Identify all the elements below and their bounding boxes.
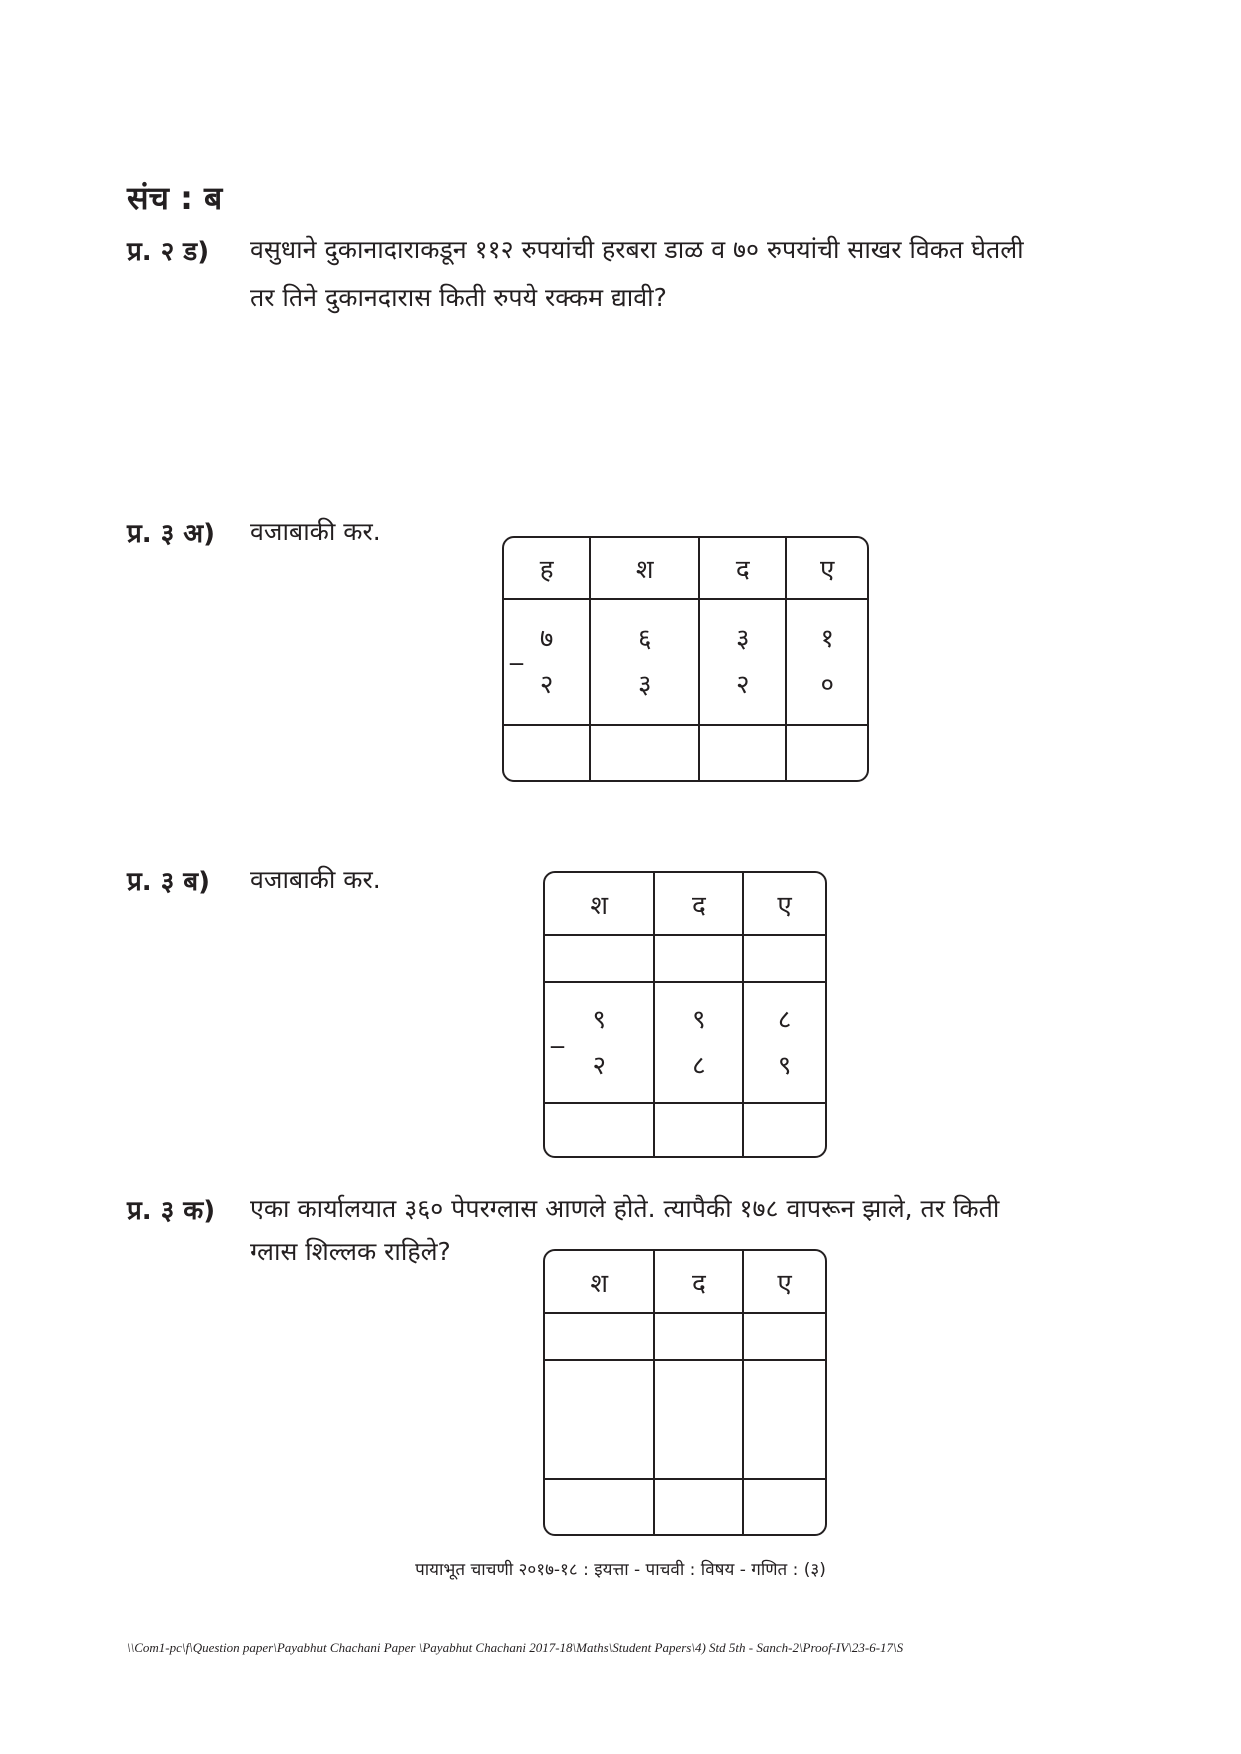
digit-cell[interactable] [744, 1361, 825, 1480]
q2d-text-line2: तर तिने दुकानदारास किती रुपये रक्कम द्यावी? [250, 283, 667, 312]
digit-cell [591, 600, 700, 726]
header-cell: श [591, 538, 700, 600]
top-digit: ७ [539, 624, 554, 654]
carry-cell[interactable] [744, 1314, 825, 1361]
header-cell: द [700, 538, 787, 600]
digit-cell [655, 983, 744, 1104]
carry-cell[interactable] [545, 936, 655, 983]
answer-cell[interactable] [787, 726, 867, 780]
answer-cell[interactable] [744, 1480, 825, 1534]
bottom-digit: ८ [692, 1050, 706, 1081]
answer-cell[interactable] [700, 726, 787, 780]
q2d-text-line1: वसुधाने दुकानादाराकडून ११२ रुपयांची हरबरा डाळ व ७० रुपयांची साखर विकत घेतली [250, 235, 1024, 264]
carry-cell[interactable] [545, 1314, 655, 1361]
digit-cell[interactable] [655, 1361, 744, 1480]
bottom-digit: २ [736, 670, 750, 700]
q3a-label: प्र. ३ अ) [127, 519, 216, 549]
minus-sign: _ [551, 1019, 564, 1049]
top-digit: ९ [692, 1004, 706, 1035]
digit-cell [787, 600, 867, 726]
q3c-table [543, 1249, 827, 1536]
top-digit: १ [820, 624, 834, 654]
header-cell: ए [744, 1251, 825, 1314]
q3c-label: प्र. ३ क) [127, 1196, 216, 1226]
carry-cell[interactable] [655, 936, 744, 983]
answer-cell[interactable] [655, 1104, 744, 1156]
q3b-table [543, 871, 827, 1158]
header-cell: द [655, 1251, 744, 1314]
digit-cell [545, 983, 655, 1104]
page-footer: पायाभूत चाचणी २०१७-१८ : इयत्ता - पाचवी : विषय - गणित : (३) [415, 1560, 826, 1580]
answer-cell[interactable] [545, 1104, 655, 1156]
header-cell: श [545, 873, 655, 936]
header-cell: श [545, 1251, 655, 1314]
answer-cell[interactable] [655, 1480, 744, 1534]
answer-cell[interactable] [545, 1480, 655, 1534]
carry-cell[interactable] [655, 1314, 744, 1361]
q3c-text-line1: एका कार्यालयात ३६० पेपरग्लास आणले होते. त्यापैकी १७८ वापरून झाले, तर किती [250, 1194, 1000, 1223]
carry-cell[interactable] [744, 936, 825, 983]
digit-cell [504, 600, 591, 726]
bottom-digit: २ [539, 670, 554, 700]
bottom-digit: ० [820, 670, 834, 700]
header-cell: ह [504, 538, 591, 600]
digit-cell[interactable] [545, 1361, 655, 1480]
digit-cell [700, 600, 787, 726]
bottom-digit: २ [592, 1050, 606, 1081]
q3a-table [502, 536, 869, 782]
top-digit: ८ [777, 1004, 792, 1035]
file-path: \\Com1-pc\f\Question paper\Payabhut Chachani Paper \Payabhut Chachani 2017-18\Maths\Student Papers\4) Std 5th - Sanch-2\Proof-IV\23-6-17\S [127, 1640, 904, 1655]
top-digit: ३ [736, 624, 750, 654]
digit-cell [744, 983, 825, 1104]
q3b-text: वजाबाकी कर. [250, 865, 381, 894]
bottom-digit: ९ [777, 1050, 792, 1081]
set-title: संच : ब [127, 179, 223, 217]
answer-cell[interactable] [504, 726, 591, 780]
header-cell: द [655, 873, 744, 936]
q3a-text: वजाबाकी कर. [250, 517, 381, 546]
bottom-digit: ३ [637, 670, 652, 700]
top-digit: ६ [637, 624, 652, 654]
answer-cell[interactable] [744, 1104, 825, 1156]
q3b-label: प्र. ३ ब) [127, 867, 211, 897]
q3c-text-line2: ग्लास शिल्लक राहिले? [250, 1237, 451, 1266]
q2d-label: प्र. २ ड) [127, 237, 210, 267]
minus-sign: _ [510, 636, 523, 666]
header-cell: ए [744, 873, 825, 936]
header-cell: ए [787, 538, 867, 600]
top-digit: ९ [592, 1004, 606, 1035]
answer-cell[interactable] [591, 726, 700, 780]
